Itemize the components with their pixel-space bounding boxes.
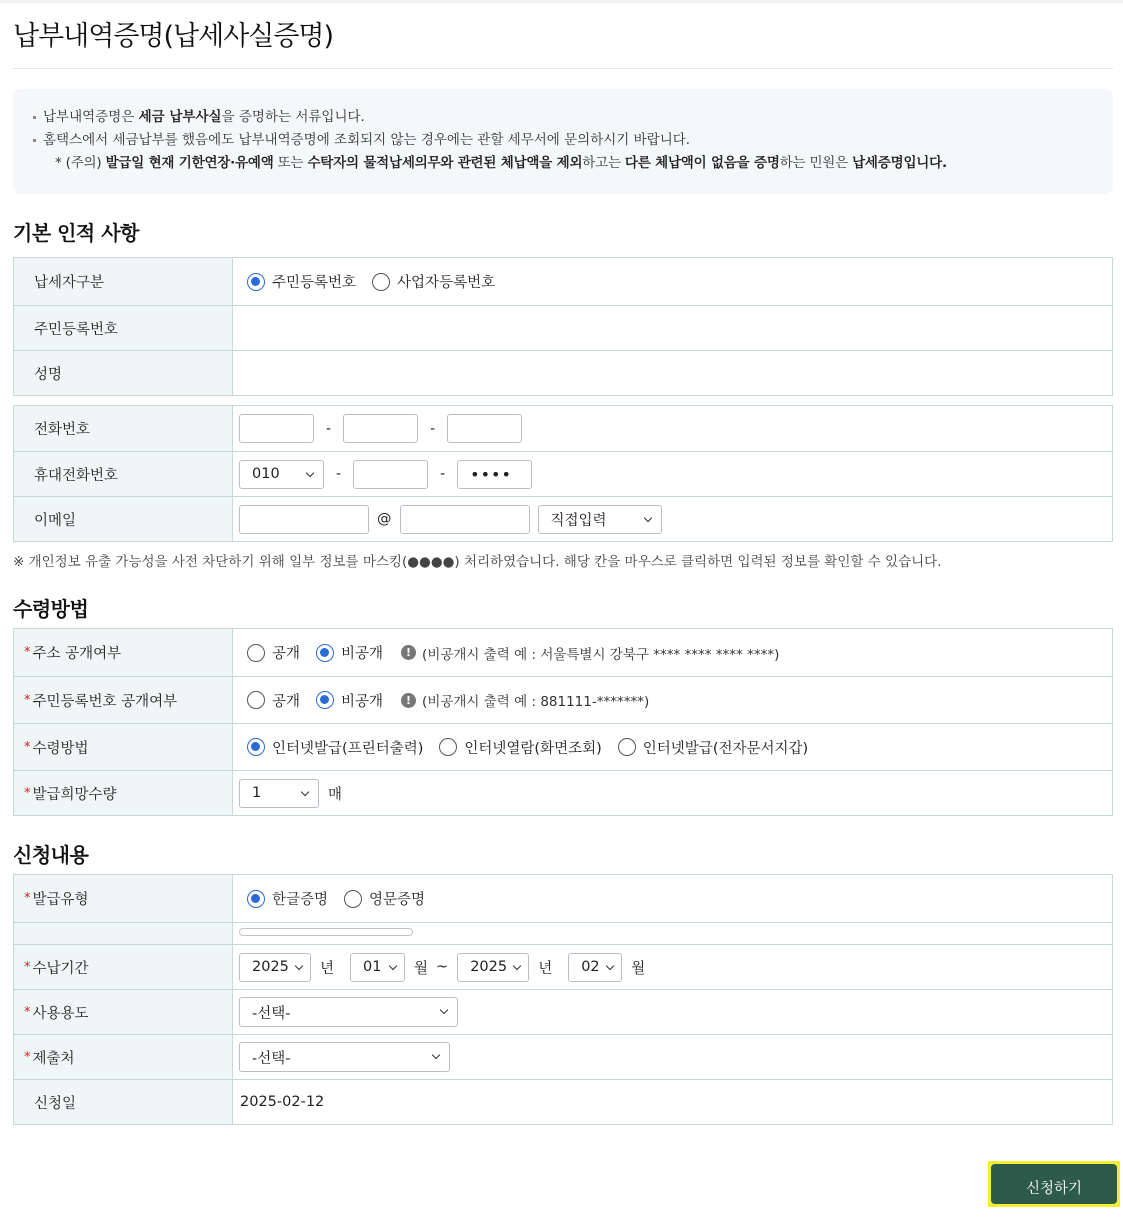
phone-input-3[interactable] [447,414,522,443]
radio-rrn-private[interactable]: 비공개 [316,690,383,711]
radio-method-wallet[interactable]: 인터넷발급(전자문서지갑) [618,737,808,758]
label-resident-no: 주민등록번호 [14,306,233,350]
label-submit-to: * 제출처 [14,1035,233,1079]
quantity-select[interactable]: 1 [239,779,319,808]
radio-circle [372,273,390,291]
basic-info-table-2 [13,405,1113,542]
value-resident-no [233,306,1112,350]
mobile-input-3[interactable]: •••• [457,460,532,489]
radio-business-no[interactable]: 사업자등록번호 [372,271,495,292]
row-payment-period: * 수납기간 2025 년 01 월 ~ 2025 년 02 월 [14,944,1112,989]
label-purpose: * 사용용도 [14,990,233,1034]
radio-circle [618,738,636,756]
label-address-visibility: * 주소 공개여부 [14,629,233,676]
row-resident-no [14,305,1112,350]
rrn-hint: (비공개시 출력 예 : 881111-*******) [422,694,650,710]
radio-circle [247,644,265,662]
row-purpose [14,989,1112,1034]
quantity-unit: 매 [328,786,343,803]
label-quantity: * 발급희망수량 [14,771,233,815]
title-divider [13,68,1113,69]
email-at-sign: @ [377,511,392,527]
chevron-down-icon [432,1051,440,1059]
chevron-down-icon [440,1006,448,1014]
radio-address-private[interactable]: 비공개 [316,642,383,663]
row-mobile: 휴대전화번호 010 - - •••• [14,451,1112,496]
radio-circle [247,890,265,908]
label-name: 성명 [14,351,233,395]
label-mobile: 휴대전화번호 [14,452,233,496]
radio-english-cert[interactable]: 영문증명 [344,888,425,909]
label-email: 이메일 [14,497,233,541]
label-issue-type: * 발급유형 [14,875,233,922]
label-phone: 전화번호 [14,406,233,451]
row-phone: 전화번호 - - [14,406,1112,451]
submit-button-highlight [988,1161,1120,1207]
chevron-down-icon [643,513,651,521]
submit-to-select[interactable]: -선택- [239,1042,450,1072]
chevron-down-icon [513,961,521,969]
mobile-prefix-select[interactable]: 010 [239,460,324,489]
radio-method-view[interactable]: 인터넷열람(화면조회) [439,737,601,758]
from-year-select[interactable]: 2025 [239,953,311,982]
section-heading-receive: 수령방법 [13,597,89,621]
radio-circle [316,691,334,709]
notice-box [13,89,1113,194]
radio-circle [344,890,362,908]
radio-rrn-public[interactable]: 공개 [247,690,300,711]
label-rrn-visibility: * 주민등록번호 공개여부 [14,677,233,723]
row-quantity [14,770,1112,815]
row-taxpayer-type [14,258,1112,305]
notice-line-3: * (주의) 발급일 현재 기한연장·유예액 또는 수탁자의 물적납세의무와 관련된 체납액을 제외하고는 다른 체납액이 없음을 증명하는 민원은 납세증명입니다. [55,155,947,171]
masking-notice: ※ 개인정보 유출 가능성을 사전 차단하기 위해 일부 정보를 마스킹(●●●●) 처리하였습니다. 해당 칸을 마우스로 클릭하면 입력된 정보를 확인할 수 있습니다. [13,554,942,570]
notice-line-2: 홈택스에서 세금납부를 했음에도 납부내역증명에 조회되지 않는 경우에는 관할 세무서에 문의하시기 바랍니다. [33,130,1113,153]
chevron-down-icon [301,787,309,795]
email-domain-select[interactable]: 직접입력 [538,505,662,534]
radio-address-public[interactable]: 공개 [247,642,300,663]
row-address-visibility [14,629,1112,676]
section-heading-basic: 기본 인적 사항 [13,221,139,245]
purpose-select[interactable]: -선택- [239,997,458,1027]
label-payment-period: * 수납기간 [14,945,233,989]
radio-circle [247,691,265,709]
info-icon: ! [401,693,416,708]
to-year-select[interactable]: 2025 [457,953,529,982]
radio-circle [439,738,457,756]
value-name [233,351,1112,395]
from-month-select[interactable]: 01 [350,953,405,982]
chevron-down-icon [295,961,303,969]
collapsed-field[interactable] [239,928,413,936]
radio-circle [247,738,265,756]
chevron-down-icon [606,961,614,969]
row-apply-date [14,1079,1112,1124]
radio-method-print[interactable]: 인터넷발급(프린터출력) [247,737,423,758]
radio-resident-no[interactable]: 주민등록번호 [247,271,356,292]
row-submit-to [14,1034,1112,1079]
row-receive-method [14,723,1112,770]
phone-input-2[interactable] [343,414,418,443]
phone-input-1[interactable] [239,414,314,443]
row-issue-type [14,875,1112,922]
label-receive-method: * 수령방법 [14,724,233,770]
info-icon: ! [401,645,416,660]
row-email [14,496,1112,541]
chevron-down-icon [306,468,314,476]
row-name [14,350,1112,395]
label-taxpayer-type: 납세자구분 [14,258,233,305]
basic-info-table-1 [13,257,1113,396]
row-empty [14,922,1112,944]
apply-button[interactable]: 신청하기 [991,1164,1117,1204]
email-local-input[interactable] [239,505,369,534]
apply-table [13,874,1113,1125]
value-apply-date: 2025-02-12 [240,1094,325,1110]
radio-circle [316,644,334,662]
radio-korean-cert[interactable]: 한글증명 [247,888,328,909]
label-apply-date: 신청일 [14,1080,233,1124]
notice-line-1: 납부내역증명은 세금 납부사실을 증명하는 서류입니다. [33,107,1113,130]
to-month-select[interactable]: 02 [568,953,622,982]
row-rrn-visibility [14,676,1112,723]
section-heading-apply: 신청내용 [13,843,89,867]
receive-table [13,628,1113,816]
page-title: 납부내역증명(납세사실증명) [13,21,334,52]
top-bar [0,0,1123,3]
address-hint: (비공개시 출력 예 : 서울특별시 강북구 **** **** **** ****) [422,646,780,663]
mobile-input-2[interactable] [353,460,428,489]
radio-circle [247,273,265,291]
email-domain-input[interactable] [400,505,530,534]
chevron-down-icon [389,961,397,969]
